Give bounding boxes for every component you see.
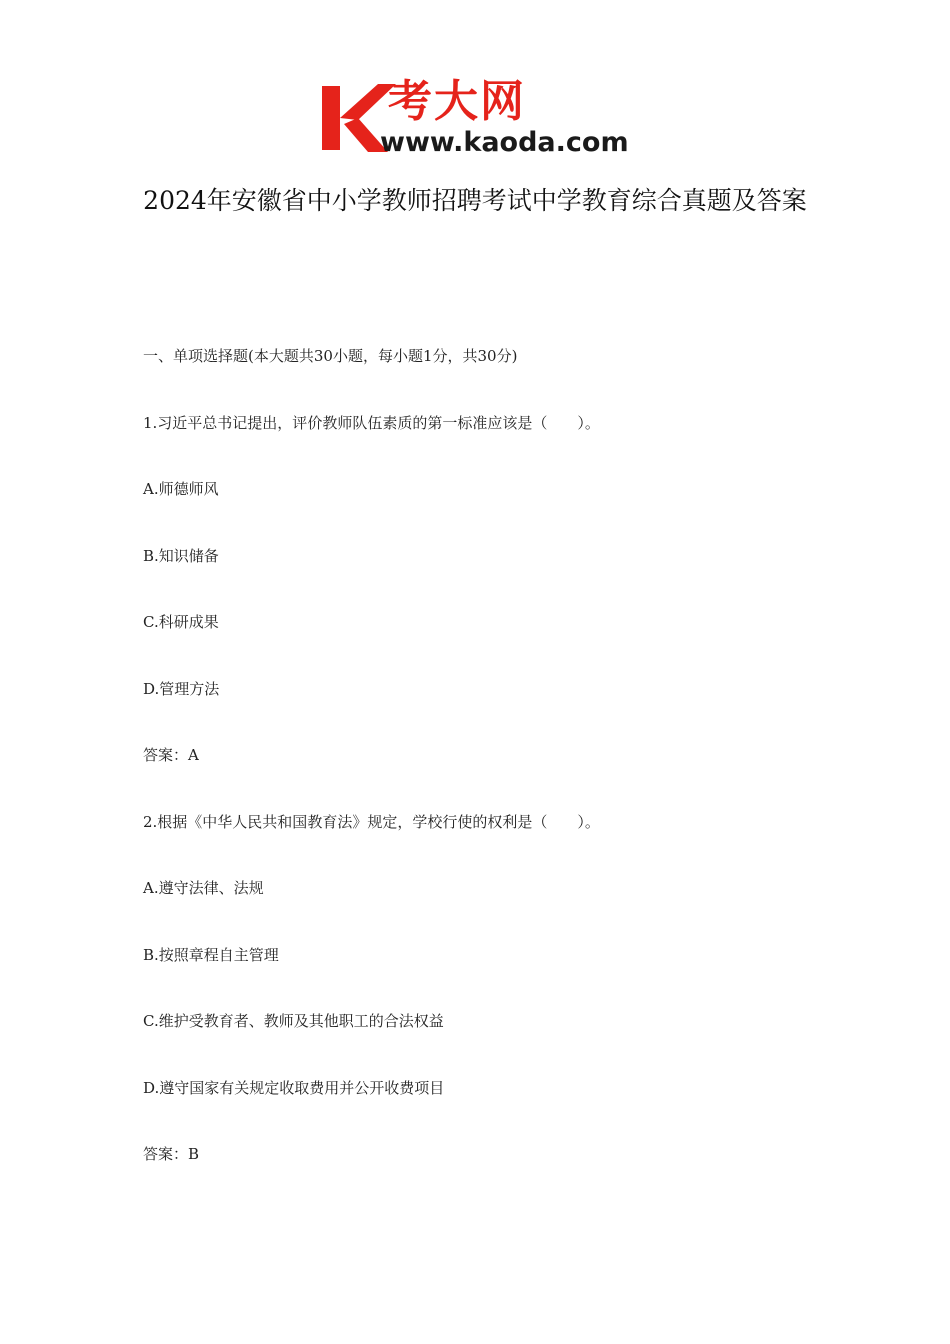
logo-brand-text: 考大网 [388,76,526,127]
option-a: A.遵守法律、法规 [143,879,264,897]
answer: 答案：B [143,1145,200,1163]
question-stem: 1.习近平总书记提出，评价教师队伍素质的第一标准应该是（ ）。 [143,414,600,432]
logo-url-text: www.kaoda.com [380,127,629,158]
option-c: C.科研成果 [143,613,219,631]
option-c: C.维护受教育者、教师及其他职工的合法权益 [143,1012,444,1030]
option-d: D.遵守国家有关规定收取费用并公开收费项目 [143,1079,445,1097]
section-heading: 一、单项选择题(本大题共30小题，每小题1分，共30分) [143,347,518,365]
document-title: 2024年安徽省中小学教师招聘考试中学教育综合真题及答案 [143,186,807,215]
option-a: A.师德师风 [143,480,219,498]
answer: 答案：A [143,746,199,764]
option-b: B.知识储备 [143,547,219,565]
option-d: D.管理方法 [143,680,220,698]
option-b: B.按照章程自主管理 [143,946,279,964]
question-stem: 2.根据《中华人民共和国教育法》规定，学校行使的权利是（ ）。 [143,813,600,831]
kaoda-logo [318,78,638,160]
